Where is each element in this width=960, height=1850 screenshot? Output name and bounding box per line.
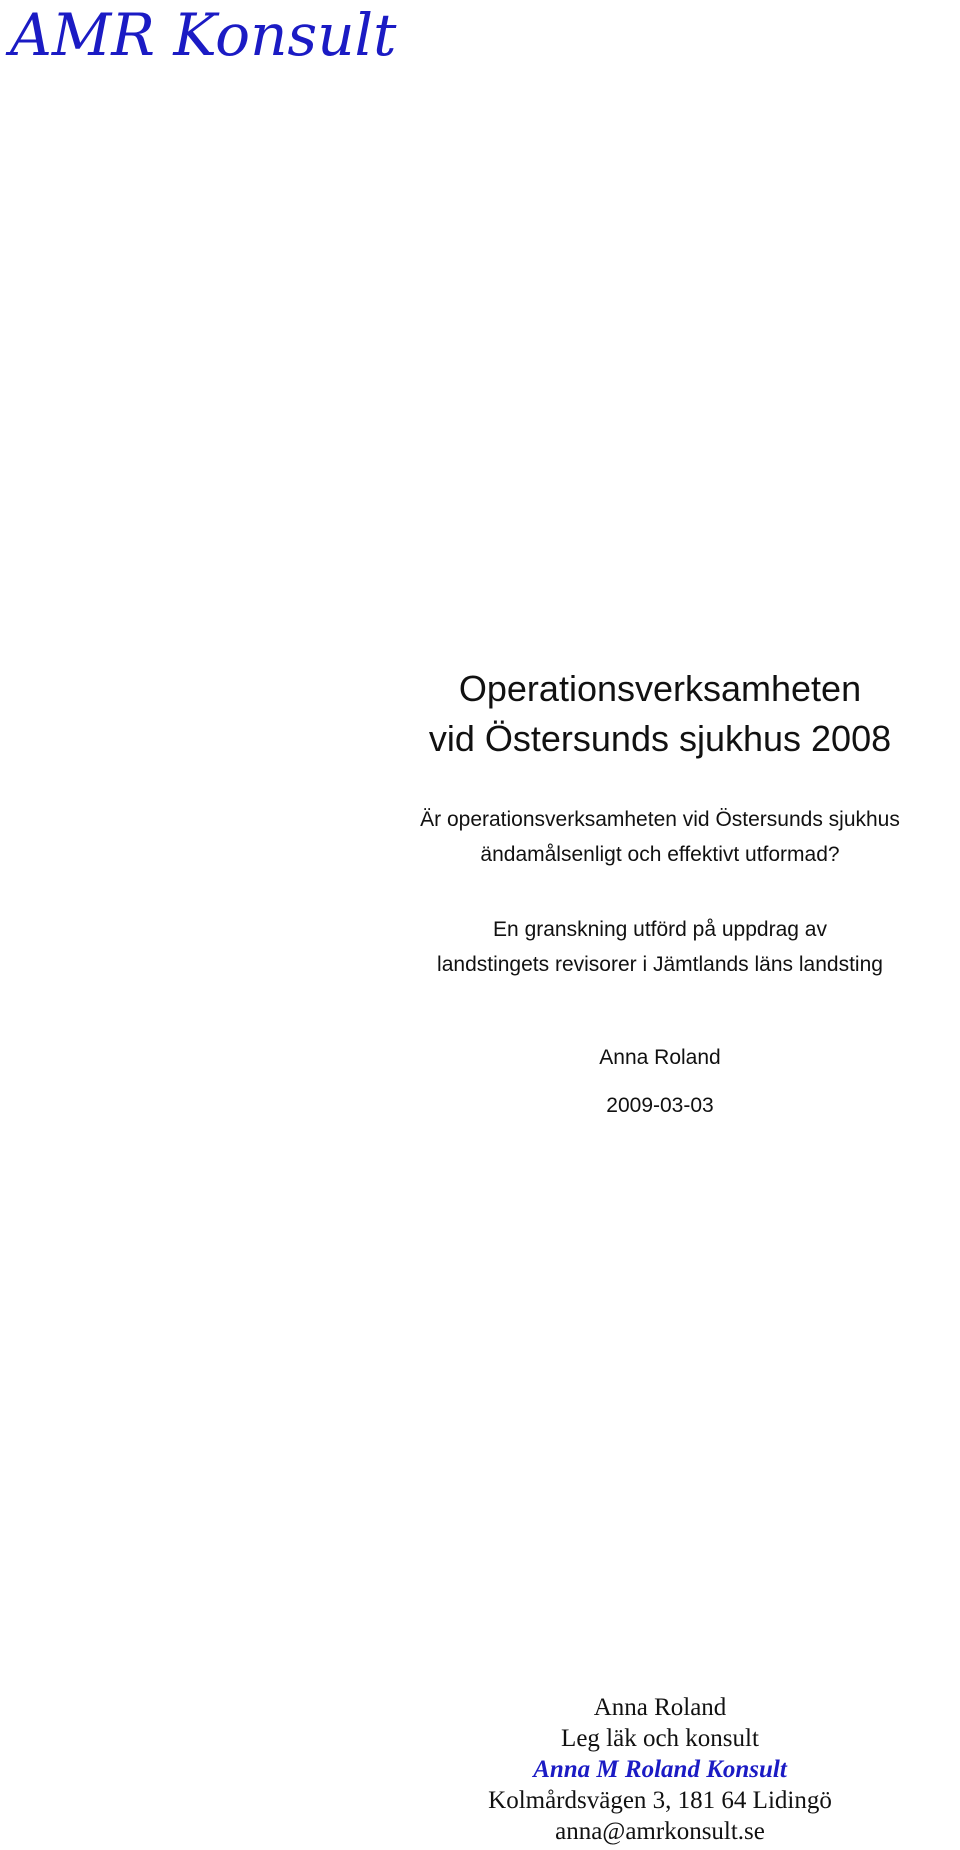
report-question [360, 802, 960, 872]
contact-block [360, 1692, 960, 1847]
cover-title-block [360, 664, 960, 1123]
contact-name: Anna Roland [593, 1694, 727, 1721]
contact-company: Anna M Roland Konsult [533, 1756, 787, 1783]
report-date: 2009-03-03 [606, 1094, 714, 1117]
report-question-line-2: ändamålsenligt och effektivt utformad? [480, 843, 840, 866]
company-logo: AMR Konsult [10, 1, 397, 69]
contact-address: Kolmårdsvägen 3, 181 64 Lidingö [488, 1787, 832, 1814]
commission-line-2: landstingets revisorer i Jämtlands läns landsting [437, 953, 883, 976]
report-title [360, 664, 960, 764]
author-name: Anna Roland [599, 1046, 721, 1069]
contact-email: anna@amrkonsult.se [555, 1818, 765, 1845]
report-question-line-1: Är operationsverksamheten vid Östersunds sjukhus [420, 808, 900, 831]
report-title-line-1: Operationsverksamheten [458, 668, 862, 709]
contact-role: Leg läk och konsult [561, 1725, 759, 1752]
commission-statement [360, 912, 960, 982]
commission-line-1: En granskning utförd på uppdrag av [493, 918, 827, 941]
report-title-line-2: vid Östersunds sjukhus 2008 [428, 718, 892, 759]
